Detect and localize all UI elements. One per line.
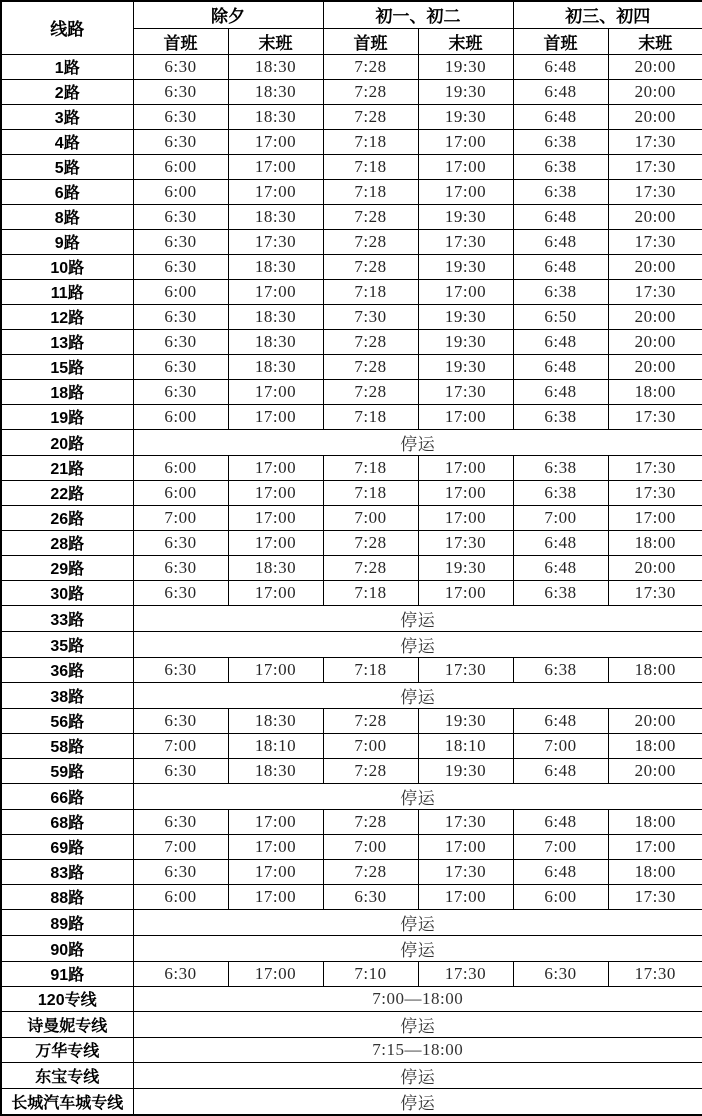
table-row [1,657,702,682]
time-cell: 6:38 [513,480,608,505]
time-cell: 6:48 [513,104,608,129]
time-cell: 6:00 [133,179,228,204]
time-cell: 17:00 [228,859,323,884]
time-cell: 6:30 [133,329,228,354]
sub-header-last-bus: 末班 [228,28,323,54]
time-cell: 20:00 [608,555,702,580]
time-cell: 7:28 [323,859,418,884]
time-cell: 6:30 [323,884,418,909]
time-cell: 20:00 [608,354,702,379]
time-cell: 6:48 [513,329,608,354]
time-cell: 6:30 [133,530,228,555]
group-header-chusan-chusi: 初三、初四 [513,1,702,28]
time-cell: 7:30 [323,304,418,329]
route-name: 28路 [1,530,133,555]
time-cell: 7:10 [323,961,418,986]
table-row [1,834,702,859]
header-group-row [1,1,702,28]
time-cell: 17:30 [418,809,513,834]
route-name: 66路 [1,783,133,809]
route-name: 11路 [1,279,133,304]
time-cell: 6:00 [133,279,228,304]
time-cell: 17:30 [418,229,513,254]
time-cell: 19:30 [418,758,513,783]
time-cell: 6:30 [133,54,228,79]
time-cell: 19:30 [418,54,513,79]
suspended-cell: 停运 [133,909,702,935]
time-cell: 20:00 [608,708,702,733]
time-cell: 18:30 [228,708,323,733]
time-cell: 6:00 [133,154,228,179]
time-cell: 17:00 [418,884,513,909]
route-name: 10路 [1,254,133,279]
time-cell: 17:30 [418,379,513,404]
sub-header-first-bus: 首班 [323,28,418,54]
time-cell: 17:30 [608,404,702,429]
route-column-header: 线路 [1,1,133,54]
time-cell: 20:00 [608,304,702,329]
time-cell: 6:38 [513,580,608,605]
route-name: 15路 [1,354,133,379]
time-cell: 18:00 [608,859,702,884]
time-cell: 7:28 [323,530,418,555]
time-cell: 7:18 [323,179,418,204]
route-name: 3路 [1,104,133,129]
table-row [1,455,702,480]
time-cell: 19:30 [418,104,513,129]
time-cell: 6:30 [133,859,228,884]
time-cell: 6:00 [513,884,608,909]
suspended-cell: 停运 [133,1011,702,1037]
time-cell: 7:00 [133,505,228,530]
time-cell: 17:00 [228,279,323,304]
sub-header-first-bus: 首班 [133,28,228,54]
time-cell: 19:30 [418,555,513,580]
time-cell: 6:30 [133,204,228,229]
route-name: 59路 [1,758,133,783]
time-cell: 18:30 [228,555,323,580]
table-row [1,580,702,605]
time-cell: 17:30 [608,884,702,909]
time-cell: 17:30 [228,229,323,254]
time-cell: 17:30 [608,480,702,505]
time-cell: 17:00 [418,404,513,429]
route-name: 19路 [1,404,133,429]
table-row [1,329,702,354]
table-row [1,304,702,329]
time-cell: 7:28 [323,254,418,279]
time-cell: 17:30 [418,859,513,884]
table-row [1,1011,702,1037]
time-cell: 17:00 [418,580,513,605]
suspended-cell: 停运 [133,1088,702,1115]
time-cell: 7:00 [133,834,228,859]
time-cell: 18:30 [228,329,323,354]
time-cell: 7:18 [323,480,418,505]
time-cell: 17:00 [418,455,513,480]
time-cell: 6:30 [133,580,228,605]
table-row [1,530,702,555]
time-cell: 6:48 [513,204,608,229]
time-cell: 20:00 [608,329,702,354]
table-row [1,783,702,809]
time-cell: 17:00 [228,809,323,834]
time-cell: 7:00 [323,505,418,530]
time-cell: 7:28 [323,229,418,254]
table-row [1,1037,702,1062]
route-name: 90路 [1,935,133,961]
time-cell: 7:18 [323,154,418,179]
time-cell: 18:00 [608,733,702,758]
time-cell: 6:38 [513,455,608,480]
time-cell: 6:30 [133,961,228,986]
suspended-cell: 停运 [133,429,702,455]
suspended-cell: 停运 [133,682,702,708]
time-cell: 17:00 [228,129,323,154]
time-cell: 17:00 [228,580,323,605]
table-row [1,129,702,154]
time-cell: 18:00 [608,809,702,834]
time-cell: 19:30 [418,354,513,379]
time-cell: 6:38 [513,404,608,429]
time-cell: 6:00 [133,884,228,909]
time-cell: 17:30 [418,961,513,986]
time-cell: 17:30 [608,229,702,254]
time-cell: 20:00 [608,79,702,104]
route-name: 18路 [1,379,133,404]
table-row [1,154,702,179]
time-cell: 20:00 [608,204,702,229]
route-name: 1路 [1,54,133,79]
table-row [1,758,702,783]
time-cell: 7:28 [323,204,418,229]
route-name: 58路 [1,733,133,758]
time-cell: 6:48 [513,758,608,783]
time-cell: 17:30 [608,129,702,154]
time-cell: 6:00 [133,480,228,505]
table-row [1,279,702,304]
route-name: 69路 [1,834,133,859]
table-row [1,505,702,530]
time-cell: 17:00 [418,834,513,859]
table-row [1,379,702,404]
table-row [1,429,702,455]
time-cell: 19:30 [418,304,513,329]
suspended-cell: 停运 [133,1062,702,1088]
time-cell: 17:00 [228,505,323,530]
sub-header-last-bus: 末班 [608,28,702,54]
time-cell: 17:30 [418,530,513,555]
table-row [1,1062,702,1088]
table-row [1,682,702,708]
time-cell: 20:00 [608,758,702,783]
table-row [1,179,702,204]
route-name: 诗曼妮专线 [1,1011,133,1037]
time-cell: 7:28 [323,354,418,379]
time-cell: 7:00 [133,733,228,758]
time-cell: 17:30 [608,580,702,605]
route-name: 68路 [1,809,133,834]
route-name: 88路 [1,884,133,909]
time-cell: 6:48 [513,254,608,279]
sub-header-last-bus: 末班 [418,28,513,54]
time-cell: 19:30 [418,329,513,354]
time-cell: 17:30 [608,961,702,986]
time-cell: 18:10 [228,733,323,758]
time-cell: 18:30 [228,54,323,79]
time-cell: 17:00 [228,961,323,986]
time-cell: 6:48 [513,379,608,404]
time-cell: 19:30 [418,79,513,104]
table-row [1,354,702,379]
time-cell: 17:00 [418,129,513,154]
time-cell: 6:48 [513,708,608,733]
table-body [1,54,702,1115]
table-row [1,986,702,1011]
time-cell: 7:28 [323,104,418,129]
time-cell: 6:30 [133,354,228,379]
time-cell: 17:30 [418,657,513,682]
time-cell: 7:00 [513,733,608,758]
table-row [1,961,702,986]
route-name: 89路 [1,909,133,935]
time-cell: 18:30 [228,104,323,129]
time-cell: 6:30 [133,79,228,104]
route-name: 5路 [1,154,133,179]
time-cell: 17:30 [608,279,702,304]
time-cell: 6:30 [133,304,228,329]
time-cell: 7:18 [323,657,418,682]
time-cell: 17:00 [418,279,513,304]
route-name: 29路 [1,555,133,580]
time-cell: 6:30 [133,254,228,279]
time-cell: 17:30 [608,179,702,204]
table-row [1,809,702,834]
route-name: 13路 [1,329,133,354]
route-name: 9路 [1,229,133,254]
table-row [1,708,702,733]
time-cell: 6:48 [513,555,608,580]
route-name: 35路 [1,631,133,657]
time-cell: 7:00 [513,834,608,859]
time-cell: 17:00 [418,505,513,530]
time-cell: 6:38 [513,154,608,179]
time-cell: 18:10 [418,733,513,758]
table-row [1,79,702,104]
time-cell: 18:30 [228,79,323,104]
time-cell: 18:30 [228,758,323,783]
service-hours-cell: 7:15—18:00 [133,1037,702,1062]
route-name: 33路 [1,605,133,631]
time-cell: 17:00 [228,455,323,480]
table-row [1,104,702,129]
time-cell: 6:30 [133,809,228,834]
table-row [1,859,702,884]
time-cell: 17:00 [228,834,323,859]
time-cell: 17:30 [608,154,702,179]
time-cell: 6:48 [513,809,608,834]
time-cell: 6:30 [133,657,228,682]
time-cell: 6:48 [513,530,608,555]
time-cell: 7:18 [323,129,418,154]
time-cell: 7:28 [323,555,418,580]
time-cell: 6:38 [513,179,608,204]
service-hours-cell: 7:00—18:00 [133,986,702,1011]
route-name: 91路 [1,961,133,986]
route-name: 22路 [1,480,133,505]
time-cell: 18:30 [228,304,323,329]
route-name: 东宝专线 [1,1062,133,1088]
time-cell: 7:18 [323,279,418,304]
time-cell: 6:00 [133,404,228,429]
time-cell: 6:48 [513,54,608,79]
sub-header-first-bus: 首班 [513,28,608,54]
time-cell: 7:28 [323,708,418,733]
time-cell: 7:00 [323,733,418,758]
time-cell: 6:48 [513,859,608,884]
time-cell: 6:30 [133,104,228,129]
time-cell: 17:00 [228,179,323,204]
time-cell: 6:30 [133,229,228,254]
table-row [1,54,702,79]
suspended-cell: 停运 [133,783,702,809]
time-cell: 6:48 [513,79,608,104]
time-cell: 7:28 [323,758,418,783]
time-cell: 6:48 [513,354,608,379]
time-cell: 7:28 [323,79,418,104]
table-row [1,229,702,254]
time-cell: 17:00 [418,179,513,204]
table-row [1,204,702,229]
time-cell: 6:48 [513,229,608,254]
suspended-cell: 停运 [133,935,702,961]
time-cell: 17:00 [228,154,323,179]
time-cell: 17:00 [608,834,702,859]
table-row [1,254,702,279]
time-cell: 18:30 [228,204,323,229]
time-cell: 17:00 [228,530,323,555]
time-cell: 6:50 [513,304,608,329]
time-cell: 17:00 [228,657,323,682]
group-header-chuxi: 除夕 [133,1,323,28]
table-row [1,631,702,657]
time-cell: 6:38 [513,279,608,304]
table-row [1,884,702,909]
time-cell: 6:30 [513,961,608,986]
table-row [1,909,702,935]
route-name: 36路 [1,657,133,682]
time-cell: 20:00 [608,254,702,279]
time-cell: 19:30 [418,708,513,733]
time-cell: 18:00 [608,530,702,555]
table-header [1,1,702,54]
time-cell: 17:00 [228,884,323,909]
route-name: 30路 [1,580,133,605]
table-row [1,733,702,758]
time-cell: 7:28 [323,329,418,354]
route-name: 8路 [1,204,133,229]
route-name: 120专线 [1,986,133,1011]
route-name: 万华专线 [1,1037,133,1062]
route-name: 83路 [1,859,133,884]
time-cell: 6:30 [133,708,228,733]
time-cell: 6:38 [513,657,608,682]
table-row [1,480,702,505]
time-cell: 20:00 [608,104,702,129]
route-name: 12路 [1,304,133,329]
table-row [1,1088,702,1115]
time-cell: 17:00 [228,404,323,429]
time-cell: 7:00 [513,505,608,530]
time-cell: 20:00 [608,54,702,79]
route-name: 38路 [1,682,133,708]
route-name: 21路 [1,455,133,480]
time-cell: 19:30 [418,254,513,279]
group-header-chuyi-chuer: 初一、初二 [323,1,513,28]
time-cell: 6:30 [133,129,228,154]
time-cell: 7:00 [323,834,418,859]
time-cell: 17:00 [608,505,702,530]
route-name: 56路 [1,708,133,733]
suspended-cell: 停运 [133,631,702,657]
time-cell: 7:18 [323,580,418,605]
time-cell: 17:00 [228,379,323,404]
table-row [1,935,702,961]
time-cell: 17:00 [418,154,513,179]
time-cell: 19:30 [418,204,513,229]
time-cell: 18:00 [608,379,702,404]
time-cell: 6:30 [133,379,228,404]
time-cell: 18:30 [228,354,323,379]
route-name: 6路 [1,179,133,204]
route-name: 26路 [1,505,133,530]
suspended-cell: 停运 [133,605,702,631]
time-cell: 7:28 [323,54,418,79]
time-cell: 18:30 [228,254,323,279]
time-cell: 17:30 [608,455,702,480]
time-cell: 6:30 [133,758,228,783]
time-cell: 7:18 [323,404,418,429]
time-cell: 17:00 [228,480,323,505]
time-cell: 17:00 [418,480,513,505]
time-cell: 6:00 [133,455,228,480]
time-cell: 6:38 [513,129,608,154]
route-name: 20路 [1,429,133,455]
time-cell: 18:00 [608,657,702,682]
time-cell: 7:28 [323,379,418,404]
table-row [1,605,702,631]
time-cell: 7:28 [323,809,418,834]
route-name: 4路 [1,129,133,154]
table-row [1,555,702,580]
table-row [1,404,702,429]
time-cell: 6:30 [133,555,228,580]
route-name: 2路 [1,79,133,104]
time-cell: 7:18 [323,455,418,480]
route-name: 长城汽车城专线 [1,1088,133,1115]
